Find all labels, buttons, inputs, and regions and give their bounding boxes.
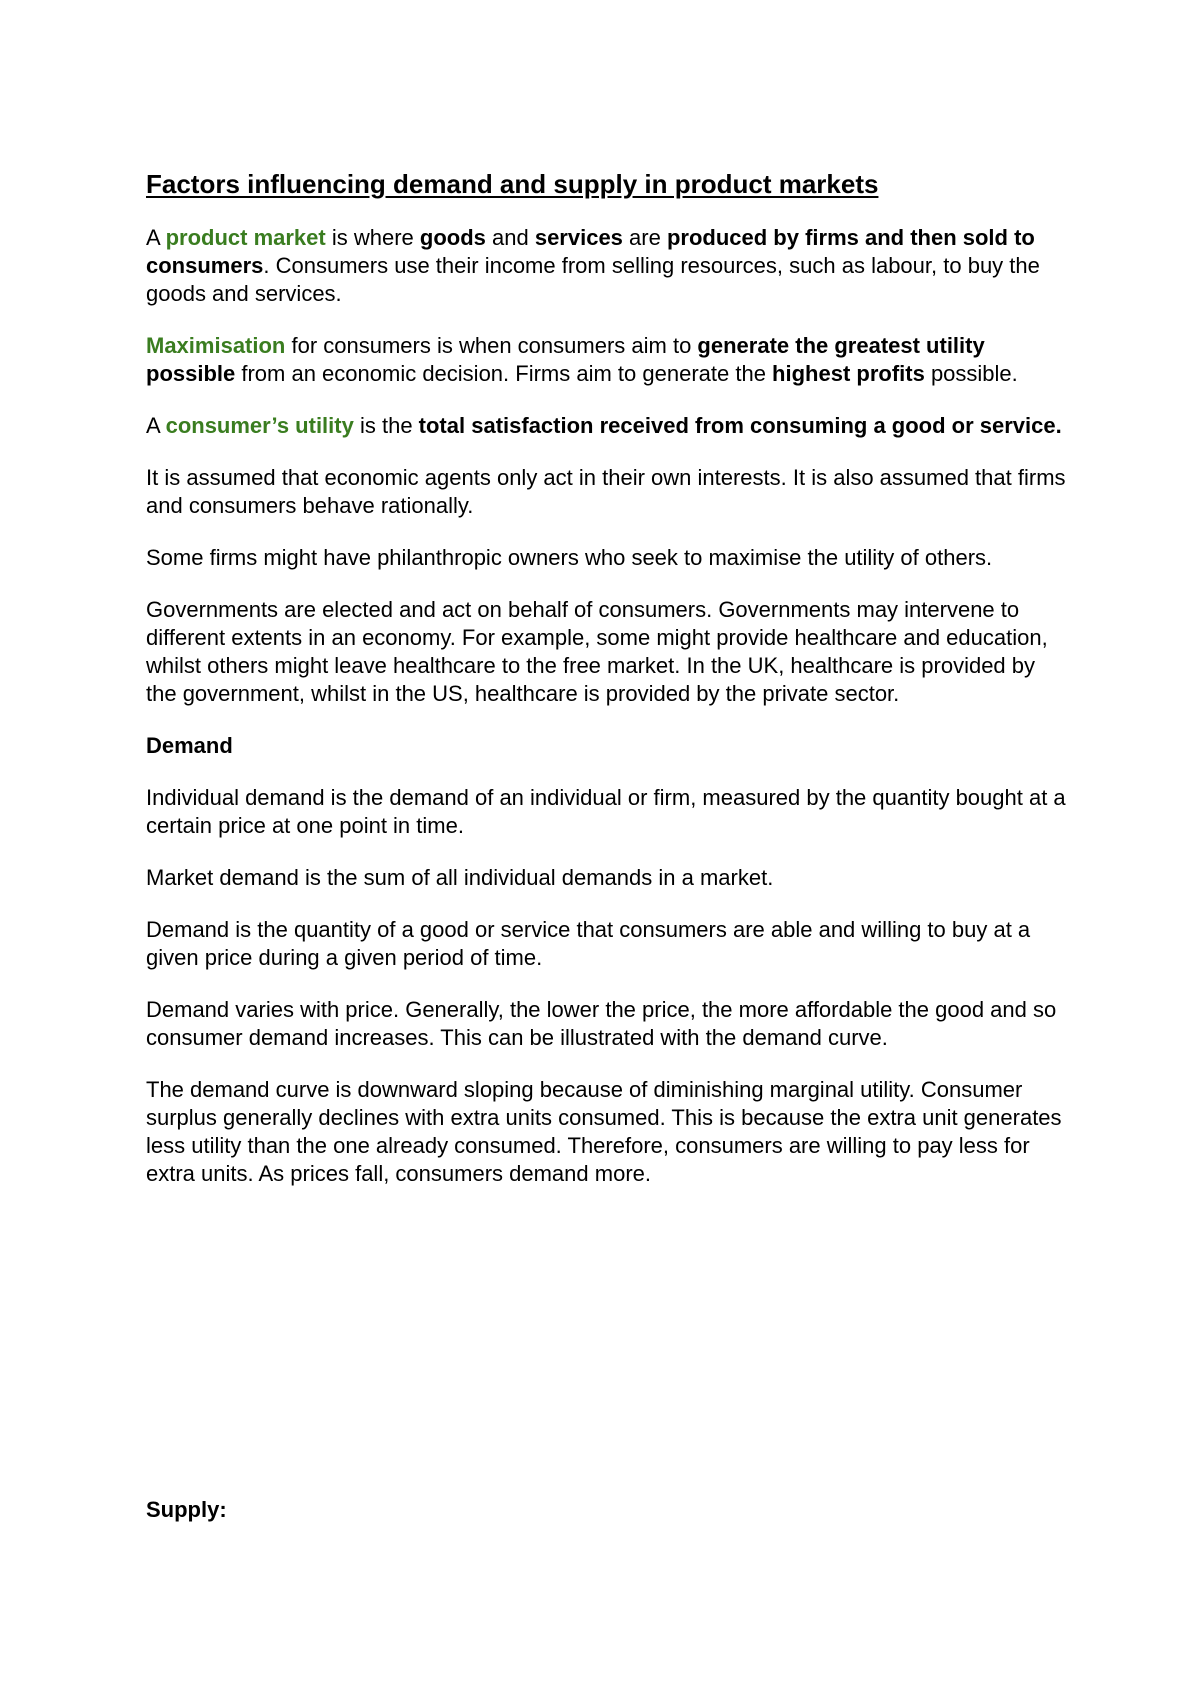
paragraph-demand-varies: Demand varies with price. Generally, the lower the price, the more affordable the good and so consumer demand increases. This can be illustrated with the demand curve.: [146, 997, 1057, 1050]
paragraph-product-market: [146, 224, 1066, 308]
term-product-market: product market: [165, 225, 326, 250]
paragraph-maximisation: [146, 332, 1066, 388]
section-heading-demand: Demand: [146, 733, 233, 758]
paragraph-demand-curve: The demand curve is downward sloping because of diminishing marginal utility. Consumer surplus generally declines with extra units consumed. This is because the extra unit generates less utility than the one already consumed. Therefore, consumers are willing to pay less for extra units. As prices fall, consumers demand more.: [146, 1077, 1062, 1186]
text-fragment: A: [146, 225, 166, 250]
paragraph-philanthropic: Some firms might have philanthropic owners who seek to maximise the utility of others.: [146, 545, 993, 570]
paragraph-market-demand: Market demand is the sum of all individual demands in a market.: [146, 865, 774, 890]
bold-total-satisfaction: total satisfaction received from consuming a good or service.: [418, 413, 1062, 438]
text-fragment: . Consumers use their income from selling resources, such as labour, to buy the goods and services.: [146, 253, 1040, 306]
text-fragment: are: [622, 225, 667, 250]
text-fragment: for consumers is when consumers aim to: [285, 333, 698, 358]
section-heading-supply: Supply:: [146, 1497, 227, 1522]
term-maximisation: Maximisation: [146, 333, 286, 358]
text-fragment: from an economic decision. Firms aim to generate the: [235, 361, 773, 386]
term-consumer-utility: consumer’s utility: [165, 413, 354, 438]
paragraph-consumer-utility: [146, 412, 1066, 440]
text-fragment: possible.: [924, 361, 1018, 386]
text-fragment: and: [485, 225, 535, 250]
paragraph-rationality: It is assumed that economic agents only act in their own interests. It is also assumed that firms and consumers behave rationally.: [146, 465, 1066, 518]
bold-produced-by-firms: produced by firms and then sold to consumers: [146, 225, 1035, 278]
paragraph-individual-demand: Individual demand is the demand of an individual or firm, measured by the quantity bought at a certain price at one point in time.: [146, 785, 1066, 838]
bold-goods: goods: [419, 225, 486, 250]
bold-greatest-utility: generate the greatest utility possible: [146, 333, 985, 386]
paragraph-demand-definition: Demand is the quantity of a good or service that consumers are able and willing to buy at a given price during a given period of time.: [146, 917, 1031, 970]
text-fragment: A: [146, 413, 166, 438]
text-fragment: is the: [353, 413, 419, 438]
bold-highest-profits: highest profits: [772, 361, 925, 386]
paragraph-governments: Governments are elected and act on behalf of consumers. Governments may intervene to different extents in an economy. For example, some might provide healthcare and education, whilst others might leave healthcare to the free market. In the UK, healthcare is provided by the government, whilst in the US, healthcare is provided by the private sector.: [146, 597, 1048, 706]
document-title: Factors influencing demand and supply in product markets: [146, 169, 879, 199]
bold-services: services: [534, 225, 623, 250]
document-body: [146, 168, 1066, 1212]
text-fragment: is where: [325, 225, 420, 250]
